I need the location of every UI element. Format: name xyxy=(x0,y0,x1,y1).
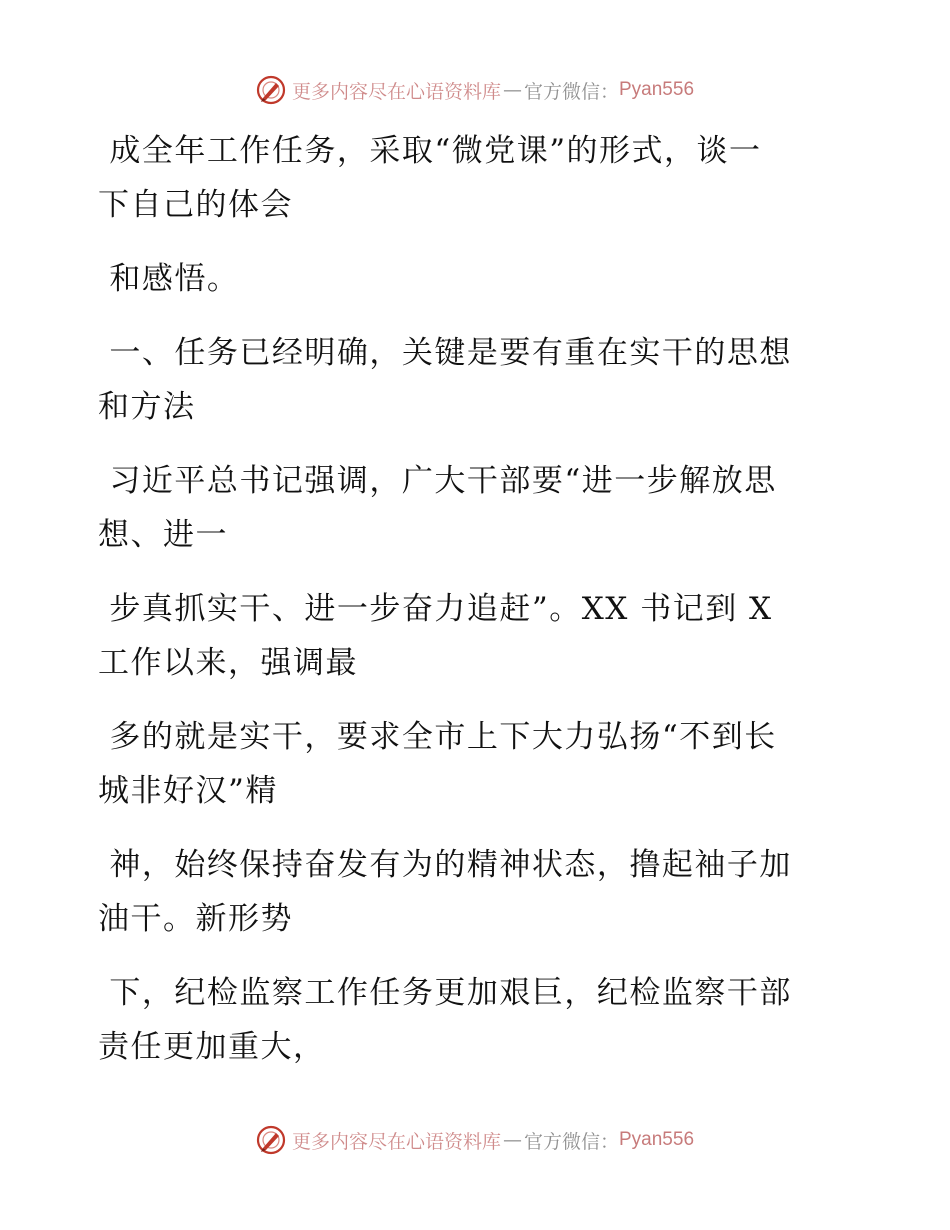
footer-watermark xyxy=(0,1120,950,1160)
watermark-text: 更多内容尽在心语资料库 xyxy=(291,80,501,103)
paragraph-line: 和方法 xyxy=(98,389,196,425)
paragraph-line: 下自己的体会 xyxy=(98,187,293,223)
section-heading-1 xyxy=(98,326,838,434)
watermark-wechat-id: Pyan556 xyxy=(619,1129,695,1150)
paragraph-4 xyxy=(98,582,838,690)
watermark-separator: — xyxy=(502,1129,522,1151)
paragraph-line: 习近平总书记强调，广大干部要“进一步解放思 xyxy=(98,463,777,499)
paragraph-1 xyxy=(98,124,838,232)
pen-logo-icon xyxy=(256,75,286,105)
watermark-text: 更多内容尽在心语资料库 xyxy=(291,1130,501,1153)
watermark-wechat-id: Pyan556 xyxy=(619,79,695,100)
paragraph-2 xyxy=(98,252,838,306)
paragraph-line: 城非好汉”精 xyxy=(98,773,278,809)
paragraph-line: 多的就是实干，要求全市上下大力弘扬“不到长 xyxy=(98,719,777,755)
paragraph-line: 一、任务已经明确，关键是要有重在实干的思想 xyxy=(98,335,792,371)
paragraph-7 xyxy=(98,966,838,1074)
paragraph-line: 下，纪检监察工作任务更加艰巨，纪检监察干部 xyxy=(98,975,792,1011)
watermark-official-label: 官方微信： xyxy=(523,80,619,103)
paragraph-line: 和感悟。 xyxy=(98,261,240,297)
paragraph-line: 成全年工作任务，采取“微党课”的形式，谈一 xyxy=(98,133,762,169)
paragraph-line: 想、进一 xyxy=(98,517,228,553)
document-body xyxy=(98,124,838,1094)
paragraph-line: 责任更加重大， xyxy=(98,1029,326,1065)
paragraph-3 xyxy=(98,454,838,562)
paragraph-line: 步真抓实干、进一步奋力追赶”。XX 书记到 X xyxy=(98,591,773,627)
pen-logo-icon xyxy=(256,1125,286,1155)
paragraph-6 xyxy=(98,838,838,946)
watermark-official-label: 官方微信： xyxy=(523,1130,619,1153)
paragraph-5 xyxy=(98,710,838,818)
watermark-separator: — xyxy=(502,79,522,101)
paragraph-line: 神，始终保持奋发有为的精神状态，撸起袖子加 xyxy=(98,847,792,883)
paragraph-line: 油干。新形势 xyxy=(98,901,293,937)
header-watermark xyxy=(0,70,950,110)
paragraph-line: 工作以来，强调最 xyxy=(98,645,358,681)
